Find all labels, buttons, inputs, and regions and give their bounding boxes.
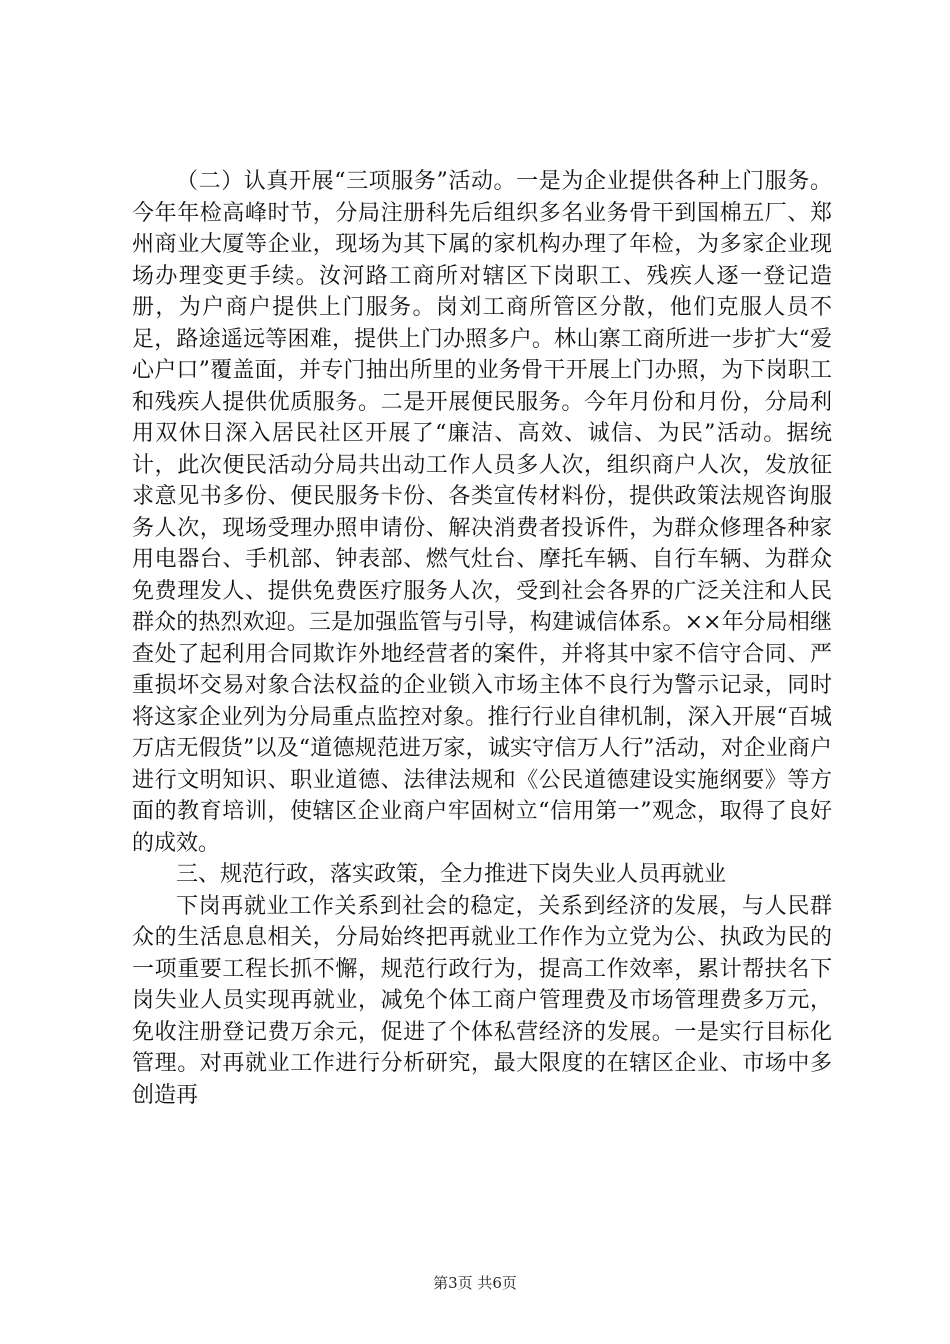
document-body [132, 166, 832, 1111]
page-number-footer: 第3页 共6页 [433, 1274, 517, 1292]
paragraph-reemployment: 下岗再就业工作关系到社会的稳定，关系到经济的发展，与人民群众的生活息息相关，分局始终把再就业工作作为立党为公、执政为民的一项重要工程长抓不懈，规范行政行为，提高工作效率，累计帮扶名下岗失业人员实现再就业，减免个体工商户管理费及市场管理费多万元，免收注册登记费万余元，促进了个体私营经济的发展。一是实行目标化管理。对再就业工作进行分析研究，最大限度的在辖区企业、市场中多创造再 [132, 893, 832, 1108]
paragraph-three-services: （二）认真开展“三项服务”活动。一是为企业提供各种上门服务。今年年检高峰时节，分局注册科先后组织多名业务骨干到国棉五厂、郑州商业大厦等企业，现场为其下属的家机构办理了年检，为多家企业现场办理变更手续。汝河路工商所对辖区下岗职工、残疾人逐一登记造册，为户商户提供上门服务。岗刘工商所管区分散，他们克服人员不足，路途遥远等困难，提供上门办照多户。林山寨工商所进一步扩大“爱心户口”覆盖面，并专门抽出所里的业务骨干开展上门办照，为下岗职工和残疾人提供优质服务。二是开展便民服务。今年月份和月份，分局利用双休日深入居民社区开展了“廉洁、高效、诚信、为民”活动。据统计，此次便民活动分局共出动工作人员多人次，组织商户人次，发放征求意见书多份、便民服务卡份、各类宣传材料份，提供政策法规咨询服务人次，现场受理办照申请份、解决消费者投诉件，为群众修理各种家用电器台、手机部、钟表部、燃气灶台、摩托车辆、自行车辆、为群众免费理发人、提供免费医疗服务人次，受到社会各界的广泛关注和人民群众的热烈欢迎。三是加强监管与引导，构建诚信体系。××年分局相继查处了起利用合同欺诈外地经营者的案件，并将其中家不信守合同、严重损坏交易对象合法权益的企业锁入市场主体不良行为警示记录，同时将这家企业列为分局重点监控对象。推行行业自律机制，深入开展“百城万店无假货”以及“道德规范进万家，诚实守信万人行”活动，对企业商户进行文明知识、职业道德、法律法规和《公民道德建设实施纲要》等方面的教育培训，使辖区企业商户牢固树立“信用第一”观念，取得了良好的成效。 [132, 169, 832, 856]
section-heading-reemployment: 三、规范行政，落实政策，全力推进下岗失业人员再就业 [176, 862, 727, 887]
